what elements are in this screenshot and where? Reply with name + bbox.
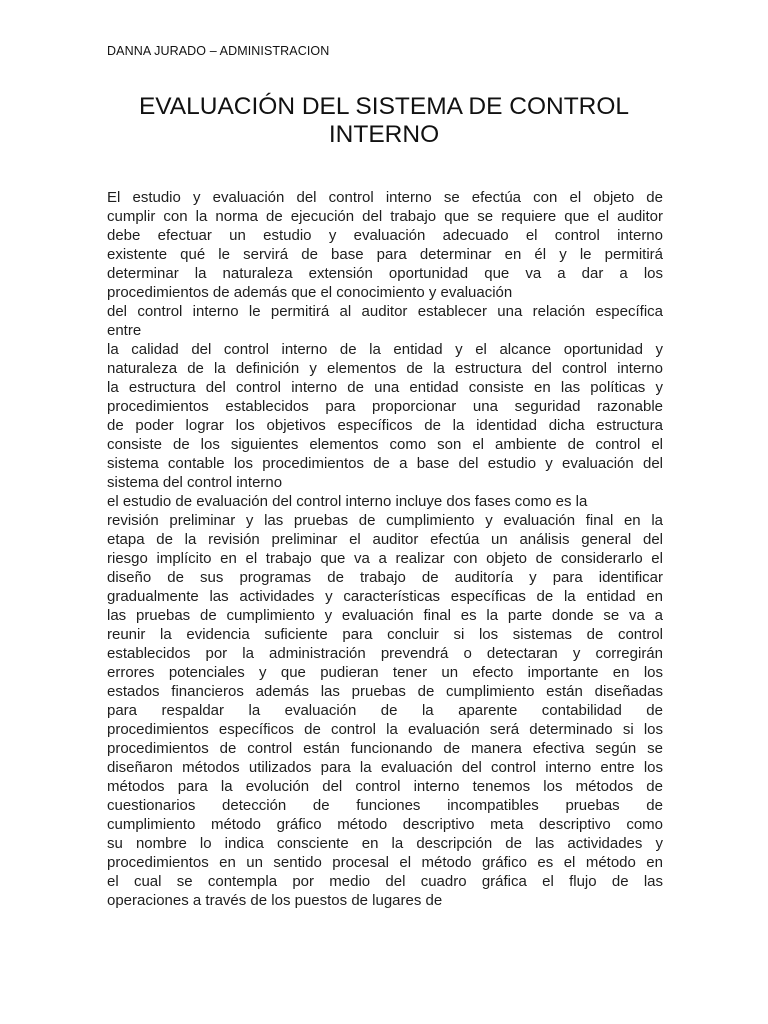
body-line: su nombre lo indica consciente en la descripción de las actividades y	[107, 835, 663, 852]
body-line: operaciones a través de los puestos de lugares de	[107, 892, 443, 909]
body-line: naturaleza de la definición y elementos de la estructura del control interno	[107, 360, 663, 377]
body-line: estados financieros además las pruebas de cumplimiento están diseñadas	[107, 683, 663, 700]
body-line: sistema del control interno	[107, 474, 283, 491]
body-line: El estudio y evaluación del control interno se efectúa con el objeto de	[107, 189, 663, 206]
body-line: cuestionarios detección de funciones incompatibles pruebas de	[107, 797, 663, 814]
body-line: gradualmente las actividades y características específicas de la entidad en	[107, 588, 663, 605]
body-line: de poder lograr los objetivos específicos de la identidad dicha estructura	[107, 417, 663, 434]
body-line: cumplir con la norma de ejecución del trabajo que se requiere que el auditor	[107, 208, 663, 225]
body-line: procedimientos de control están funcionando de manera efectiva según se	[107, 740, 663, 757]
body-line: cumplimiento método gráfico método descriptivo meta descriptivo como	[107, 816, 663, 833]
body-line: procedimientos establecidos para proporcionar una seguridad razonable	[107, 398, 663, 415]
title-line-1: EVALUACIÓN DEL SISTEMA DE CONTROL	[138, 93, 630, 120]
page-header: DANNA JURADO – ADMINISTRACION	[107, 44, 330, 58]
body-line: determinar la naturaleza extensión oportunidad que va a dar a los	[107, 265, 663, 282]
body-line: sistema contable los procedimientos de a base del estudio y evaluación del	[107, 455, 663, 472]
body-line: procedimientos específicos de control la evaluación será determinado si los	[107, 721, 663, 738]
body-line: la calidad del control interno de la entidad y el alcance oportunidad y	[107, 341, 663, 358]
body-line: revisión preliminar y las pruebas de cumplimiento y evaluación final en la	[107, 512, 663, 529]
body-line: la estructura del control interno de una entidad consiste en las políticas y	[107, 379, 663, 396]
body-line: establecidos por la administración prevendrá o detectaran y corregirán	[107, 645, 663, 662]
body-line: diseñaron métodos utilizados para la evaluación del control interno entre los	[107, 759, 663, 776]
body-line: el estudio de evaluación del control interno incluye dos fases como es la	[107, 493, 588, 510]
body-line: diseño de sus programas de trabajo de auditoría y para identificar	[107, 569, 663, 586]
body-line: riesgo implícito en el trabajo que va a realizar con objeto de considerarlo el	[107, 550, 663, 567]
body-line: debe efectuar un estudio y evaluación adecuado el control interno	[107, 227, 663, 244]
body-line: del control interno le permitirá al auditor establecer una relación específica	[107, 303, 663, 320]
body-line: procedimientos de además que el conocimiento y evaluación	[107, 284, 513, 301]
page-title	[96, 93, 672, 149]
body-line: las pruebas de cumplimiento y evaluación final es la parte donde se va a	[107, 607, 663, 624]
body-line: existente qué le servirá de base para determinar en él y le permitirá	[107, 246, 663, 263]
body-line: procedimientos en un sentido procesal el método gráfico es el método en	[107, 854, 663, 871]
body-text	[107, 188, 663, 910]
body-line: etapa de la revisión preliminar el auditor efectúa un análisis general del	[107, 531, 663, 548]
body-line: métodos para la evolución del control interno tenemos los métodos de	[107, 778, 663, 795]
body-line: errores potenciales y que pudieran tener un efecto importante en los	[107, 664, 663, 681]
title-line-2: INTERNO	[328, 121, 440, 148]
body-line: reunir la evidencia suficiente para concluir si los sistemas de control	[107, 626, 663, 643]
body-line: para respaldar la evaluación de la aparente contabilidad de	[107, 702, 663, 719]
body-line: consiste de los siguientes elementos como son el ambiente de control el	[107, 436, 663, 453]
body-line: entre	[107, 322, 142, 339]
body-line: el cual se contempla por medio del cuadro gráfica el flujo de las	[107, 873, 663, 890]
